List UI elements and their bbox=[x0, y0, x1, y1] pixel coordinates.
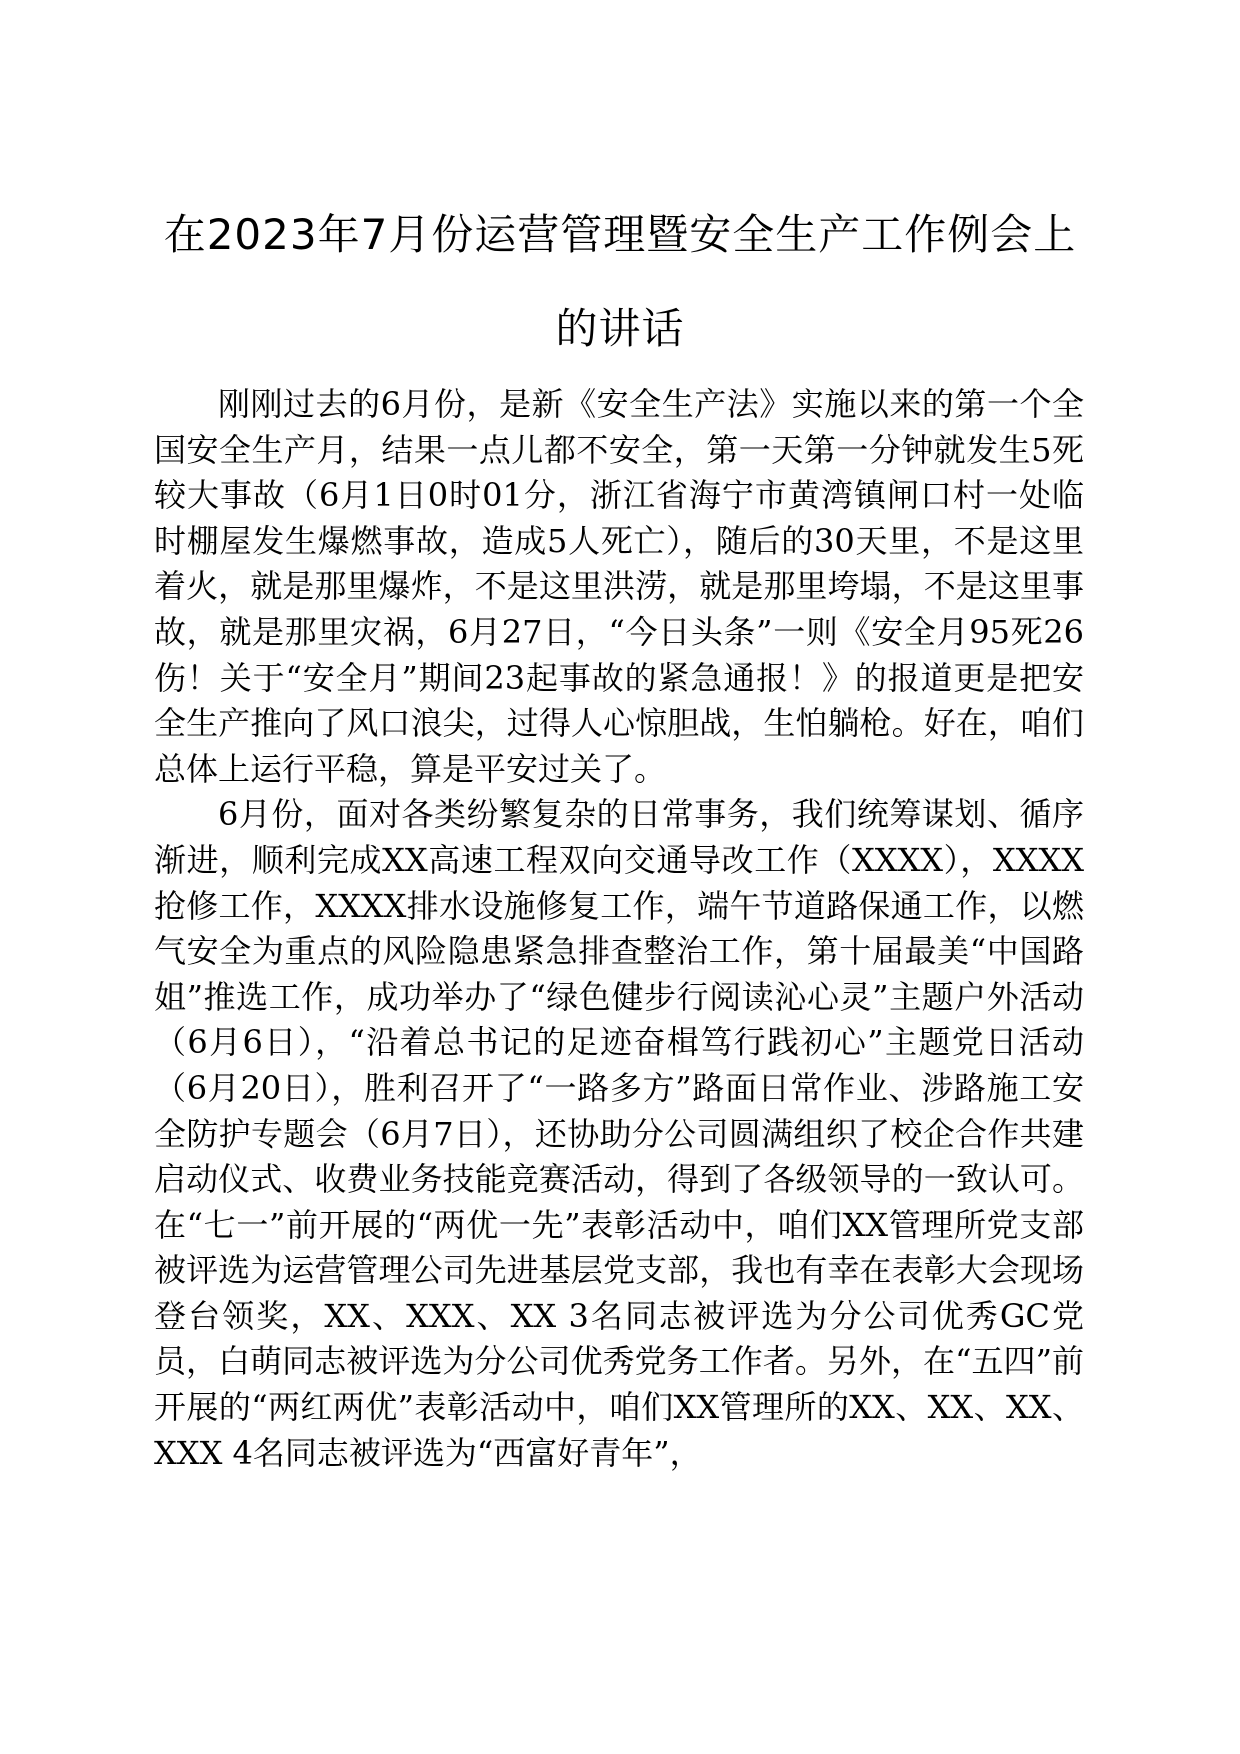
document-title: 在2023年7月份运营管理暨安全生产工作例会上的讲话 bbox=[163, 210, 1077, 353]
paragraph-2: 6月份，面对各类纷繁复杂的日常事务，我们统筹谋划、循序渐进，顺利完成XX高速工程双向交通导改工作（XXXX），XXXX抢修工作，XXXX排水设施修复工作，端午节道路保通工作，以燃气安全为重点的风险隐患紧急排查整治工作，第十届最美“中国路姐”推选工作，成功举办了“绿色健步行阅读沁心灵”主题户外活动（6月6日），“沿着总书记的足迹奋楫笃行践初心”主题党日活动（6月20日），胜利召开了“一路多方”路面日常作业、涉路施工安全防护专题会（6月7日），还协助分公司圆满组织了校企合作共建启动仪式、收费业务技能竞赛活动，得到了各级领导的一致认可。在“七一”前开展的“两优一先”表彰活动中，咱们XX管理所党支部被评选为运营管理公司先进基层党支部，我也有幸在表彰大会现场登台领奖，XX、XXX、XX 3名同志被评选为分公司优秀GC党员，白萌同志被评选为分公司优秀党务工作者。另外，在“五四”前开展的“两红两优”表彰活动中，咱们XX管理所的XX、XX、XX、XXX 4名同志被评选为“西富好青年”， bbox=[154, 795, 1084, 1472]
paragraph-1: 刚刚过去的6月份，是新《安全生产法》实施以来的第一个全国安全生产月，结果一点儿都不安全，第一天第一分钟就发生5死较大事故（6月1日0时01分，浙江省海宁市黄湾镇闸口村一处临时棚屋发生爆燃事故，造成5人死亡），随后的30天里，不是这里着火，就是那里爆炸，不是这里洪涝，就是那里垮塌，不是这里事故，就是那里灾祸，6月27日，“今日头条”一则《安全月95死26伤！关于“安全月”期间23起事故的紧急通报！》的报道更是把安全生产推向了风口浪尖，过得人心惊胆战，生怕躺枪。好在，咱们总体上运行平稳，算是平安过关了。 bbox=[154, 385, 1084, 788]
document-body bbox=[154, 382, 1084, 1476]
